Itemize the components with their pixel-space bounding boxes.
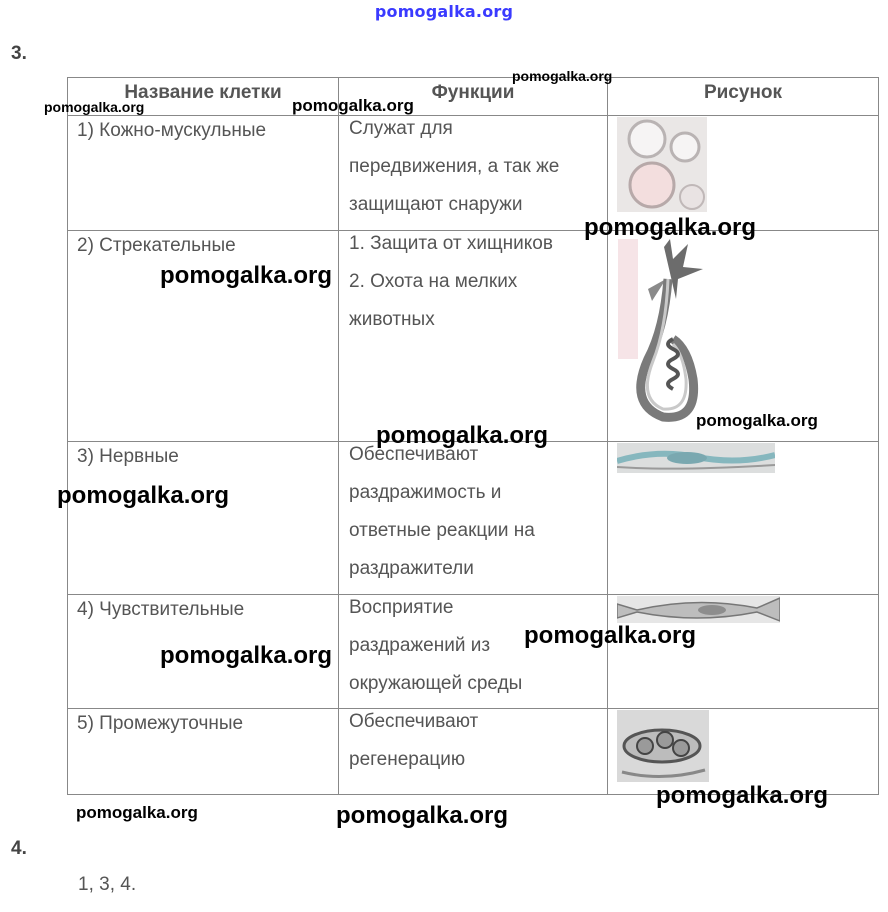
- cell-picture: [608, 442, 879, 595]
- function-line: ответные реакции на: [349, 520, 535, 541]
- watermark: pomogalka.org: [376, 422, 549, 449]
- column-header-name: Название клетки: [68, 78, 339, 116]
- function-line: Обеспечивают: [349, 711, 479, 732]
- function-line: передвижения, а так же: [349, 156, 560, 177]
- cell-functions: [339, 595, 608, 709]
- watermark: pomogalka.org: [160, 642, 333, 669]
- watermark: pomogalka.org: [656, 782, 829, 809]
- cell-type-name: 5) Промежуточные: [68, 709, 339, 795]
- function-line: защищают снаружи: [349, 194, 523, 215]
- watermark: pomogalka.org: [696, 411, 818, 430]
- watermark: pomogalka.org: [292, 96, 414, 115]
- cell-picture: [608, 595, 879, 709]
- cell-functions: [339, 116, 608, 231]
- function-line: 1. Защита от хищников: [349, 233, 553, 254]
- function-line: регенерацию: [349, 749, 466, 770]
- function-line: раздражений из: [349, 635, 491, 656]
- answer-text: 1, 3, 4.: [78, 874, 137, 895]
- sensory-cell-drawing: [617, 596, 780, 623]
- intermediate-cell-drawing: [617, 710, 709, 782]
- function-line: раздражимость и: [349, 482, 502, 503]
- function-line: раздражители: [349, 558, 474, 579]
- cell-functions: [339, 709, 608, 795]
- watermark: pomogalka.org: [160, 262, 333, 289]
- watermark: pomogalka.org: [44, 99, 145, 115]
- watermark: pomogalka.org: [336, 802, 509, 829]
- table-row: [68, 116, 879, 231]
- cell-type-name: 2) Стрекательные: [68, 231, 339, 442]
- watermark: pomogalka.org: [524, 622, 697, 649]
- function-line: окружающей среды: [349, 673, 523, 694]
- cell-picture: [608, 231, 879, 442]
- function-line: Восприятие: [349, 597, 454, 618]
- skin-muscle-cell-drawing: [617, 117, 707, 212]
- site-header-link[interactable]: pomogalka.org: [374, 2, 514, 21]
- section-4-number: 4.: [11, 838, 27, 859]
- watermark: pomogalka.org: [57, 482, 230, 509]
- function-line: 2. Охота на мелких: [349, 271, 518, 292]
- watermark: pomogalka.org: [512, 68, 613, 84]
- watermark: pomogalka.org: [76, 803, 198, 822]
- section-3-number: 3.: [11, 43, 27, 64]
- function-line: Обеспечивают: [349, 444, 479, 465]
- cell-type-name: 3) Нервные: [68, 442, 339, 595]
- cell-functions: [339, 231, 608, 442]
- watermark: pomogalka.org: [584, 214, 757, 241]
- function-line: животных: [349, 309, 435, 330]
- nerve-cell-drawing: [617, 443, 775, 473]
- cell-functions: [339, 442, 608, 595]
- table-row: [68, 442, 879, 595]
- column-header-functions: Функции: [339, 78, 608, 116]
- column-header-picture: Рисунок: [608, 78, 879, 116]
- function-line: Служат для: [349, 118, 453, 139]
- stinging-cell-drawing: [618, 239, 723, 424]
- cell-type-name: 1) Кожно-мускульные: [68, 116, 339, 231]
- cell-type-name: 4) Чувствительные: [68, 595, 339, 709]
